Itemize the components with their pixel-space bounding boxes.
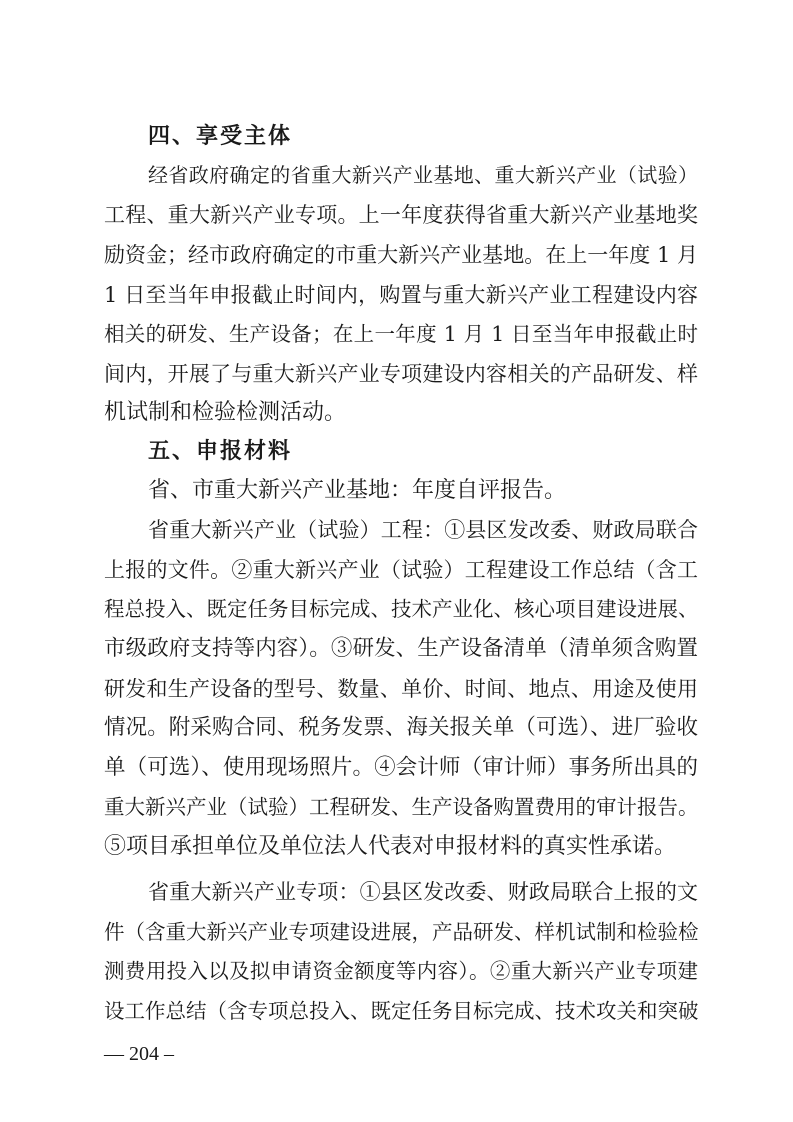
paragraph-line: 1 日至当年申报截止时间内，购置与重大新兴产业工程建设内容 [104,283,698,307]
paragraph-line: 省、市重大新兴产业基地：年度自评报告。 [148,478,567,503]
paragraph-line: 设工作总结（含专项总投入、既定任务目标完成、技术攻关和突破 [104,999,699,1023]
paragraph-line: 省重大新兴产业（试验）工程：①县区发改委、财政局联合 [148,518,698,542]
paragraph-line: ⑤项目承担单位及单位法人代表对申报材料的真实性承诺。 [104,834,677,859]
paragraph-line: 工程、重大新兴产业专项。上一年度获得省重大新兴产业基地奖 [104,203,698,227]
paragraph-line: 件（含重大新兴产业专项建设进展，产品研发、样机试制和检验检 [104,920,699,944]
paragraph-line: 相关的研发、生产设备；在上一年度 1 月 1 日至当年申报截止时 [104,322,698,346]
paragraph-line: 市级政府支持等内容）。③研发、生产设备清单（清单须含购置 [104,636,698,661]
paragraph-line: 情况。附采购合同、税务发票、海关报关单（可选）、进厂验收 [104,715,698,740]
paragraph-line: 上报的文件。②重大新兴产业（试验）工程建设工作总结（含工 [104,558,698,582]
paragraph-line: 间内，开展了与重大新兴产业专项建设内容相关的产品研发、样 [104,362,698,386]
section-heading-5: 五、申报材料 [148,439,293,464]
section-heading-4: 四、享受主体 [148,124,293,149]
paragraph-line: 励资金；经市政府确定的市重大新兴产业基地。在上一年度 1 月 [104,243,698,267]
paragraph-line: 机试制和检验检测活动。 [104,400,347,425]
page-number: — 204 – [104,1043,174,1065]
paragraph-line: 重大新兴产业（试验）工程研发、生产设备购置费用的审计报告。 [104,795,699,819]
paragraph-line: 省重大新兴产业专项：①县区发改委、财政局联合上报的文 [148,880,698,904]
paragraph-line: 研发和生产设备的型号、数量、单价、时间、地点、用途及使用 [104,677,698,701]
paragraph-line: 程总投入、既定任务目标完成、技术产业化、核心项目建设进展、 [104,597,699,621]
paragraph-line: 经省政府确定的省重大新兴产业基地、重大新兴产业（试验） [148,163,698,187]
paragraph-line: 单（可选）、使用现场照片。④会计师（审计师）事务所出具的 [104,755,698,780]
paragraph-line: 测费用投入以及拟申请资金额度等内容）。②重大新兴产业专项建 [104,959,698,983]
